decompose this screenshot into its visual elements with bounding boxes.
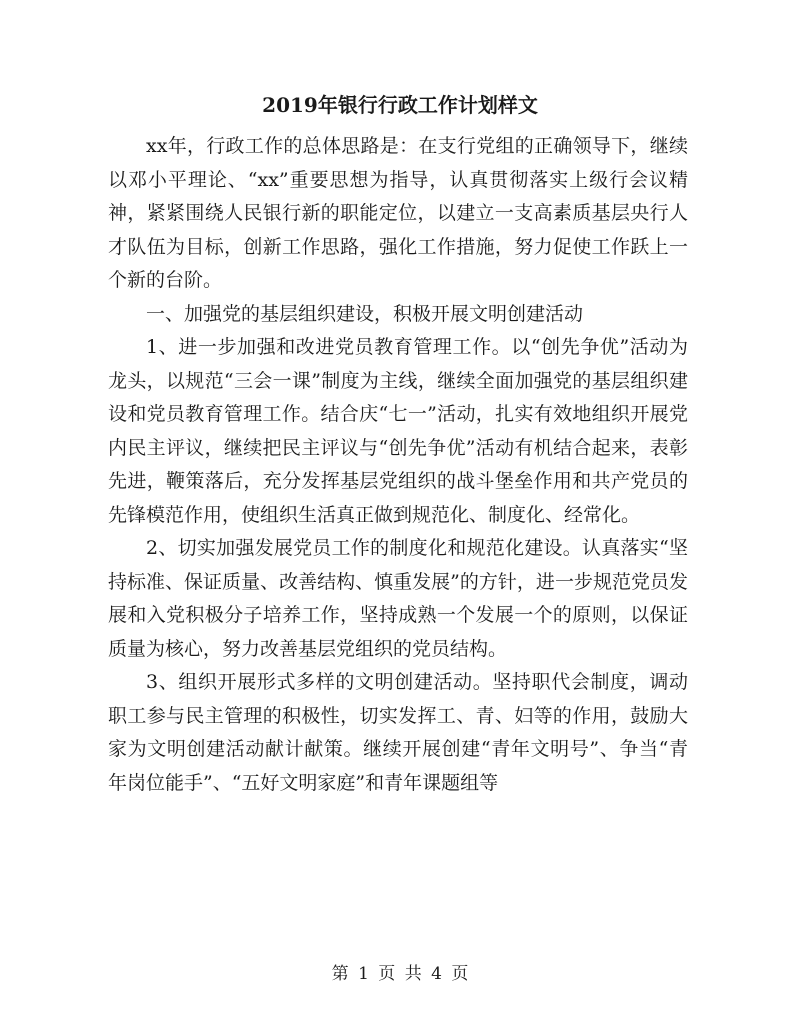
document-body	[108, 130, 688, 800]
paragraph-item-2: 2、切实加强发展党员工作的制度化和规范化建设。认真落实“坚持标准、保证质量、改善结构、慎重发展”的方针，进一步规范党员发展和入党积极分子培养工作，坚持成熟一个发展一个的原则，以保证质量为核心，努力改善基层党组织的党员结构。	[108, 537, 688, 660]
page-number-footer: 第 1 页 共 4 页	[331, 964, 469, 984]
paragraph-item-3: 3、组织开展形式多样的文明创建活动。坚持职代会制度，调动职工参与民主管理的积极性，切实发挥工、青、妇等的作用，鼓励大家为文明创建活动献计献策。继续开展创建“青年文明号”、争当“青年岗位能手”、“五好文明家庭”和青年课题组等	[108, 671, 688, 794]
paragraph-item-1: 1、进一步加强和改进党员教育管理工作。以“创先争优”活动为龙头，以规范“三会一课”制度为主线，继续全面加强党的基层组织建设和党员教育管理工作。结合庆“七一”活动，扎实有效地组织开展党内民主评议，继续把民主评议与“创先争优”活动有机结合起来，表彰先进，鞭策落后，充分发挥基层党组织的战斗堡垒作用和共产党员的先锋模范作用，使组织生活真正做到规范化、制度化、经常化。	[108, 336, 688, 526]
document-title: 2019年银行行政工作计划样文	[262, 93, 538, 117]
paragraph-intro: xx年，行政工作的总体思路是：在支行党组的正确领导下，继续以邓小平理论、“xx”重要思想为指导，认真贯彻落实上级行会议精神，紧紧围绕人民银行新的职能定位，以建立一支高素质基层央行人才队伍为目标，创新工作思路，强化工作措施，努力促使工作跃上一个新的台阶。	[108, 135, 688, 291]
section-heading-1: 一、加强党的基层组织建设，积极开展文明创建活动	[146, 302, 584, 325]
